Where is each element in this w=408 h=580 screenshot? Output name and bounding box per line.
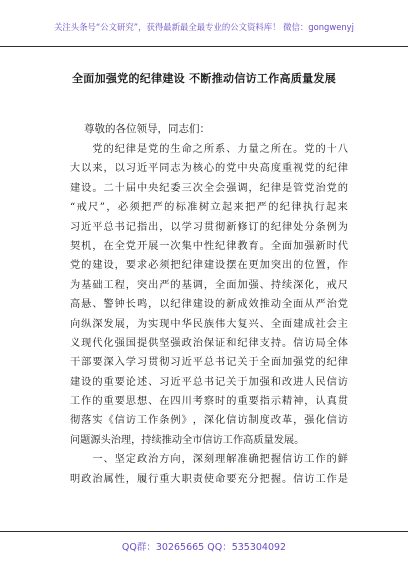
body-line: 为 基 础 工 程 ， 突 出 严 的 基 调 ， 全 面 加 强 、 持 续 深 化 ， 戒 尺 [70, 279, 348, 291]
body-line: 彻 落 实 《 信 访 工 作 条 例 》 ， 深 化 信 访 制 度 改 革 ， 强 化 信 访 [70, 415, 348, 427]
body-line: 问题源头治理，持续推动全市信访工作高质量发展。 [70, 434, 305, 446]
body-line: 建 设 。 二 十 届 中 央 纪 委 三 次 全 会 强 调 ， 纪 律 是 管 党 治 党 的 [70, 182, 348, 194]
body-line: 契 机 ， 在 全 党 开 展 一 次 集 中 性 纪 律 教 育 。 全 面 加 强 新 时 代 [70, 240, 348, 252]
footer-qq-info: QQ群：30265665 QQ：535304092 [121, 542, 287, 553]
body-line: 大 以 来 ， 以 习 近 平 同 志 为 核 心 的 党 中 央 高 度 重 视 党 的 纪 律 [70, 163, 348, 175]
body-line: 党 的 纪 律 是 党 的 生 命 之 所 系 、 力 量 之 所 在 。 党 的 十 八 [92, 144, 348, 155]
document-title: 全面加强党的纪律建设 不断推动信访工作高质量发展 [71, 72, 337, 85]
body-line: 义 现 代 化 强 国 提 供 坚 强 政 治 保 证 和 纪 律 支 持 。 信 访 局 全 体 [70, 337, 348, 349]
body-line: “ 戒 尺 ” ， 必 须 把 严 的 标 准 树 立 起 来 把 严 的 纪 律 执 行 起 来 [70, 202, 348, 214]
greeting: 尊敬的各位领导，同志们： [84, 123, 210, 135]
body-line: 工 作 的 重 要 思 想 、 在 四 川 考 察 时 的 重 要 指 示 精 神 ， 认 真 贯 [70, 396, 348, 408]
header-promo-text: 关注头条号“公文研究”，获得最新最全最专业的公文资料库！ 微信：gongwenyj [54, 22, 354, 32]
body-line: 党 的 建 设 ， 要 求 必 须 把 纪 律 建 设 摆 在 更 加 突 出 的 位 置 ， 作 [70, 260, 348, 272]
body-line: 明 政 治 属 性 ， 履 行 重 大 职 责 使 命 要 充 分 把 握 。 信 访 工 作 是 [70, 473, 348, 485]
document-body [70, 140, 348, 489]
body-line: 干 部 要 深 入 学 习 贯 彻 习 近 平 总 书 记 关 于 全 面 加 强 党 的 纪 律 [70, 357, 348, 369]
body-line: 一 、 坚 定 政 治 方 向 ， 深 刻 理 解 准 确 把 握 信 访 工 作 的 鲜 [92, 454, 348, 466]
footer-banner [0, 531, 408, 560]
body-line: 高 悬 、 警 钟 长 鸣 ， 以 纪 律 建 设 的 新 成 效 推 动 全 面 从 严 治 党 [70, 299, 348, 311]
header-banner [0, 0, 408, 47]
body-line: 习 近 平 总 书 记 指 出 ， 以 学 习 贯 彻 新 修 订 的 纪 律 处 分 条 例 为 [70, 221, 348, 233]
body-line: 向 纵 深 发 展 ， 为 实 现 中 华 民 族 伟 大 复 兴 、 全 面 建 成 社 会 主 [70, 318, 348, 330]
body-line: 建 设 的 重 要 论 述 、 习 近 平 总 书 记 关 于 加 强 和 改 进 人 民 信 访 [70, 376, 348, 388]
